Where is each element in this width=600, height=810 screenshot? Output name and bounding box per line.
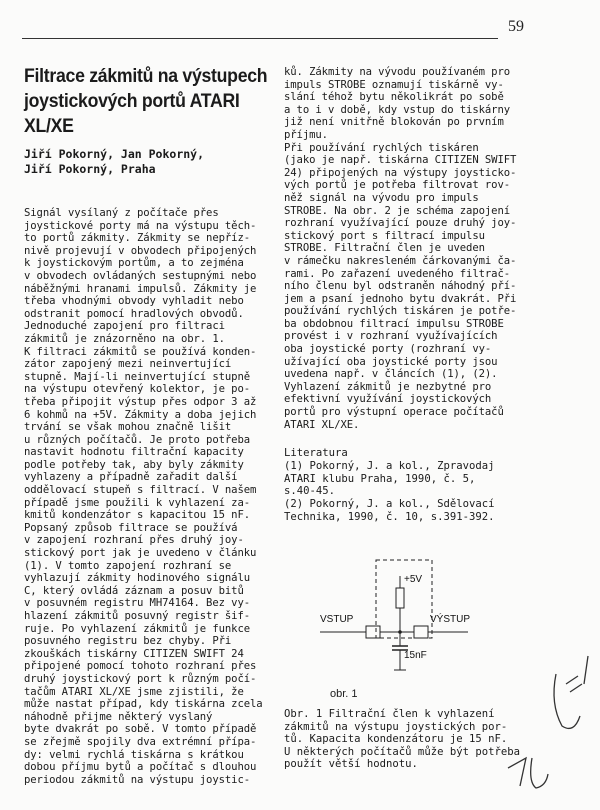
body-paragraph: Popsaný způsob filtrace se používá v zapojení rozhraní přes druhý joy- stickový port jak je uvedeno v článku (1). V tomto zapojení rozhraní se vyhlazují zákmity hodinového signálu C, který ovládá záznam a posuv bitů v posuvném registru MH74164. Bez vy- hlazení zákmitů posuvný registr šif- ruje. Po vyhlazení zákmitů je funkce posuvného registru bez chyby. Při zkouškách tiskárny CITIZEN SWIFT 24 připojené pomocí tohoto rozhraní přes druhý joystickový port k různým počí- tačům ATARI XL/XE jsme zjistili, že může nastat případ, kdy tiskárna zcela náhodně přijme některý vyslaný byte dvakrát po sobě. V tomto případě se zřejmě spojily dva extrémní přípa- dy: velmi rychlá tiskárna s krátkou dobou příjmu bytů a počítač s dlouhou periodou zákmitů na výstupu joystic- [24, 521, 263, 786]
right-column [284, 66, 574, 523]
left-body [24, 207, 276, 786]
input-label: VSTUP [320, 614, 354, 625]
reference-item: (1) Pokorný, J. a kol., Zpravodaj ATARI klubu Praha, 1990, č. 5, s.40-45. [284, 460, 495, 498]
handwritten-scribble [500, 640, 600, 800]
figure-caption: Obr. 1 Filtrační člen k vyhlazení zákmitů na výstupu joystických por- tů. Kapacita kondenzátoru je 15 nF. U některých počítačů může být potřeba použít větší hodnotu. [284, 708, 520, 771]
figure-label: obr. 1 [330, 688, 358, 700]
article-title: Filtrace zákmitů na výstupech joystickových portů ATARI XL/XE [24, 66, 268, 137]
literature-heading: Literatura [284, 447, 348, 460]
filter-circuit-diagram [318, 552, 478, 692]
body-paragraph: Jednoduché zapojení pro filtraci zákmitů je znázorněno na obr. 1. K filtraci zákmitů se používá konden- zátor zapojený mezi neinvertující stupně. Mají-li neinvertující stupně na výstupu otevřený kolektor, je po- třeba připojit výstup přes odpor 3 až 6 kohmů na +5V. Zákmity a doba jejich trvání se však mohou značně lišit u různých počítačů. Je proto potřeba nastavit hodnotu filtrační kapacity podle potřeby tak, aby byly zákmity vyhlazeny a případně zařadit další oddělovací stupeň s filtrací. V našem případě jsme použili k vyhlazení za- kmitů kondenzátor s kapacitou 15 nF. [24, 320, 257, 522]
reference-item: (2) Pokorný, J. a kol., Sdělovací Technika, 1990, č. 10, s.391-392. [284, 498, 495, 523]
capacitor-label: 15nF [404, 650, 427, 661]
pullup-resistor [396, 588, 404, 608]
page-number: 59 [508, 18, 524, 35]
input-buffer [366, 626, 380, 638]
body-paragraph: Signál vysílaný z počítače přes joystickové porty má na výstupu těch- to portů zákmity. Zákmity se nepříz- nivě projevují v obvodech připojených k joystickovým portům, a to zejména v obvodech ovládaných sestupnými nebo náběžnými hranami impulsů. Zákmity je třeba vhodnými obvody vyhladit nebo odstranit pomocí hradlových obvodů. [24, 207, 257, 320]
supply-label: +5V [404, 574, 423, 585]
body-paragraph: Vyhlazení zákmitů je nezbytné pro efektivní využívání joystickových portů pro výstupní operace počítačů ATARI XL/XE. [284, 380, 504, 431]
output-buffer [414, 626, 428, 638]
left-column [24, 64, 276, 786]
output-label: VÝSTUP [430, 614, 471, 625]
body-paragraph: Při používání rychlých tiskáren (jako je např. tiskárna CITIZEN SWIFT 24) připojených na výstupy joysticko- vých portů je potřeba filtrovat rov- něž signál na vývodu pro impuls STROBE. Na obr. 2 je schéma zapojení rozhraní využívající pouze druhý joy- stickový port s filtrací impulsu STROBE. Filtrační člen je uveden v rámečku nakresleném čárkovanými ča- rami. Po zařazení uvedeného filtrač- ního členu byl odstraněn náhodný pří- jem a psaní jednoho bytu dvakrát. Při používání rychlých tiskáren je potře- ba obdobnou filtrací impulsu STROBE provést i v rozhraní využívajících oba joystické porty (rozhraní vy- užívající oba joystické porty jsou uvedena např. v článcích (1), (2). [284, 141, 517, 381]
body-paragraph: ků. Zákmity na vývodu používaném pro impuls STROBE oznamují tiskárně vy- slání téhož bytu několikrát po sobě a to i v době, kdy vstup do tiskárny již není vnitřně blokován po prvním příjmu. [284, 66, 511, 141]
header-rule [22, 38, 498, 39]
article-authors: Jiří Pokorný, Jan Pokorný, Jiří Pokorný, Praha [24, 147, 205, 176]
